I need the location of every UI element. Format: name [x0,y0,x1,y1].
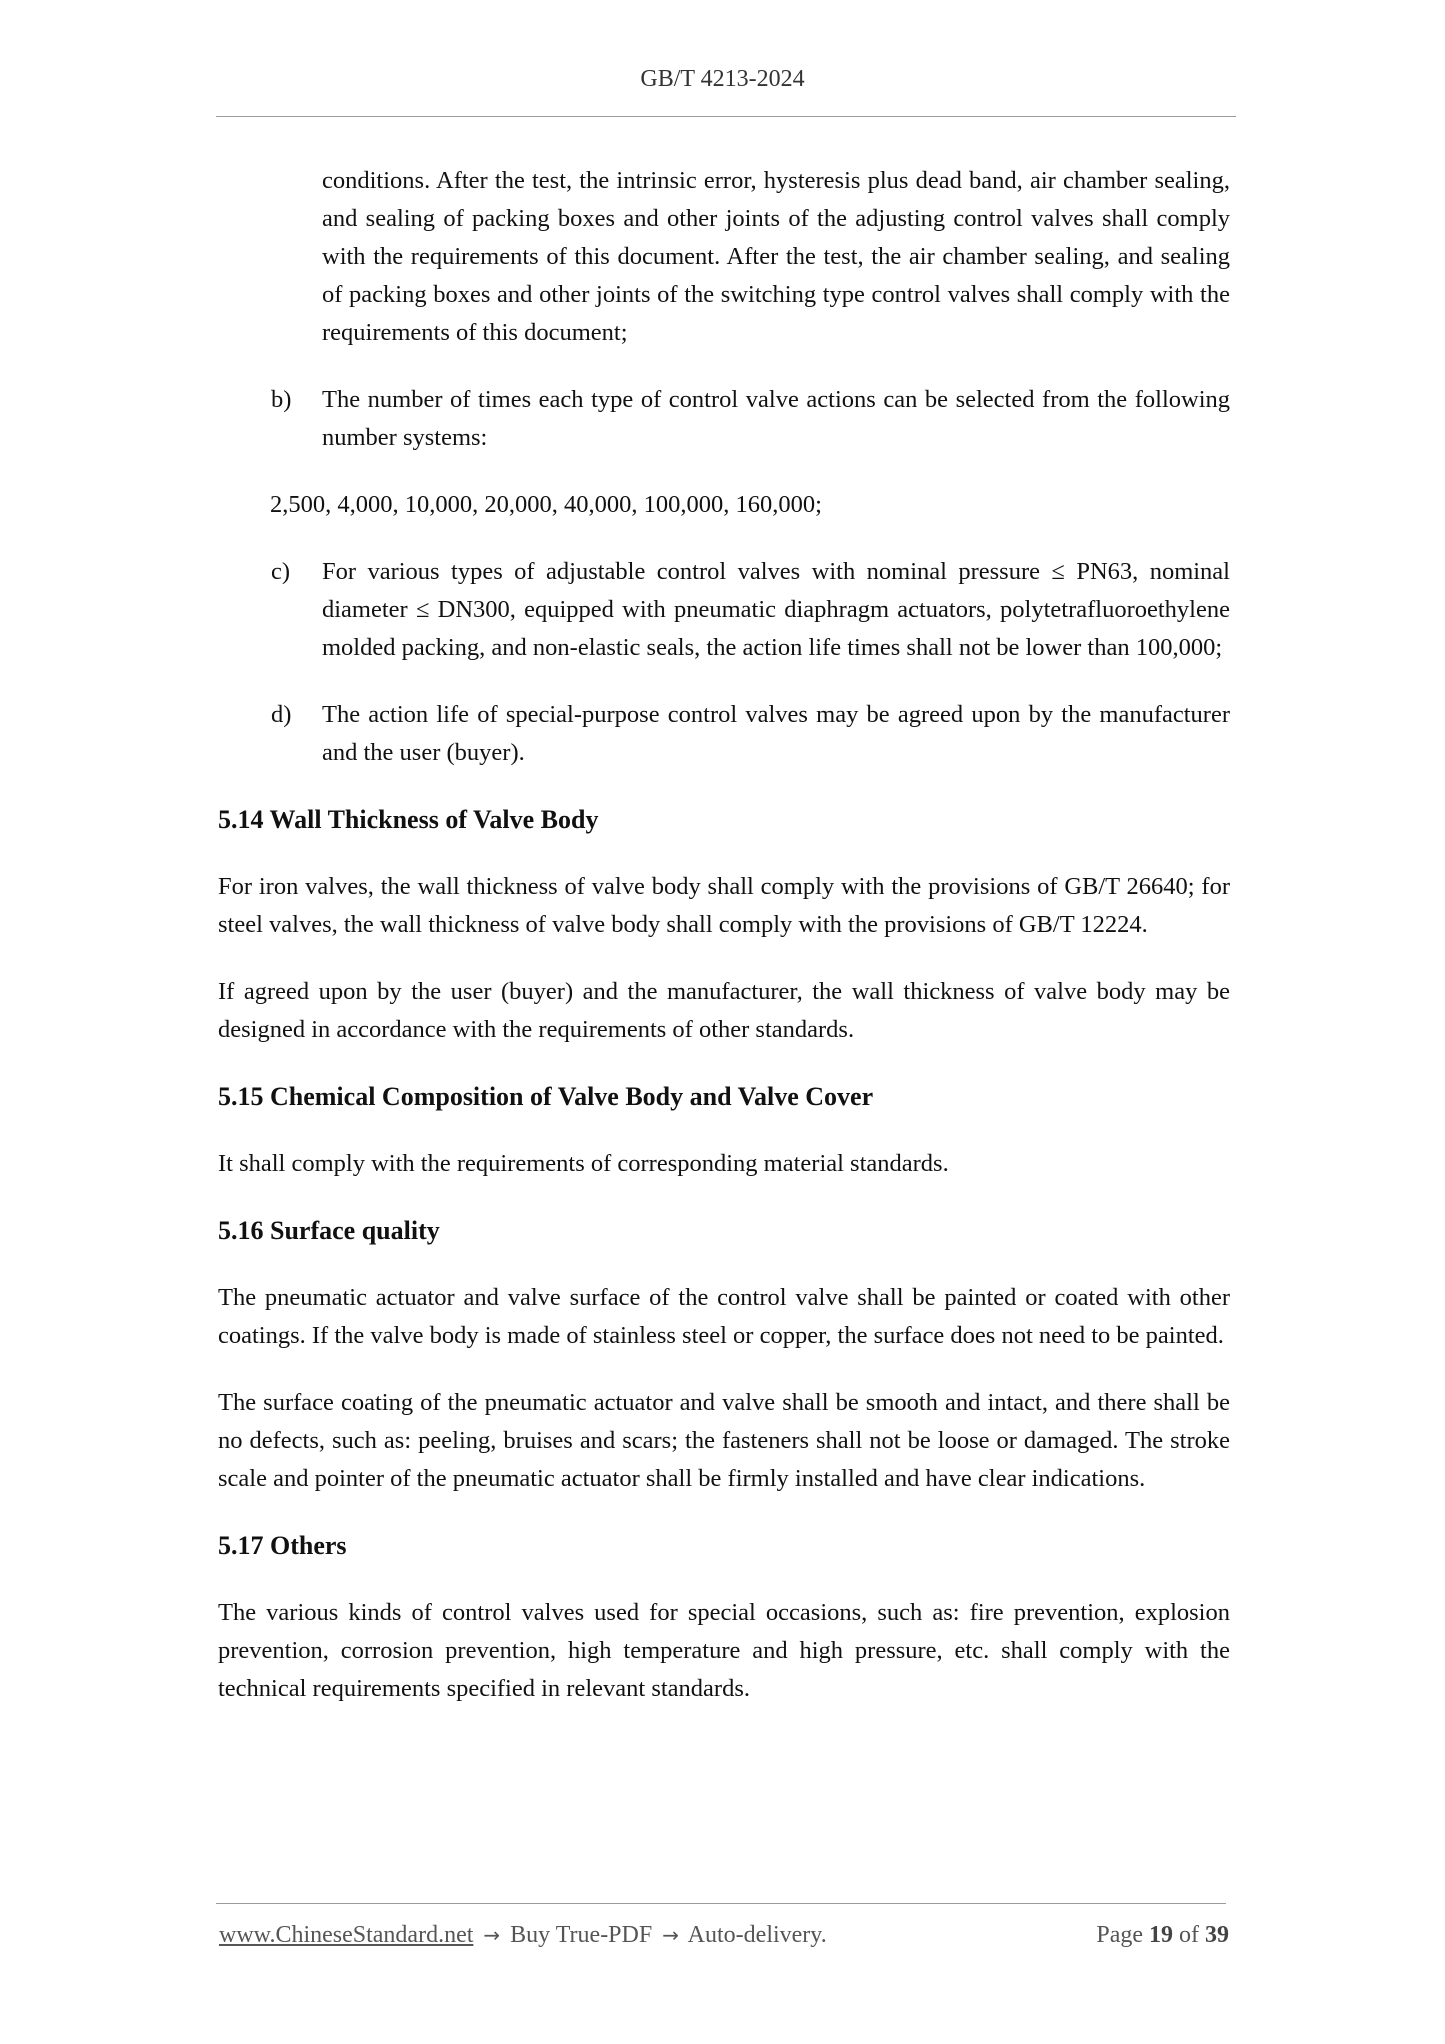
list-item-text: For various types of adjustable control valves with nominal pressure ≤ PN63, nominal diameter ≤ DN300, equipped with pneumatic diaphragm actuators, polytetrafluoroethylene molded packing, and non-elastic seals, the action life times shall not be lower than 100,000; [322,558,1230,661]
footer-divider [216,1903,1226,1904]
arrow-right-icon: → [662,1923,679,1947]
footer [219,1922,1229,1949]
buy-true-pdf-text: Buy True-PDF [510,1922,653,1948]
website-link[interactable]: www.ChineseStandard.net [219,1922,474,1948]
section-5-16-paragraph-2: The surface coating of the pneumatic actuator and valve shall be smooth and intact, and there shall be no defects, such as: peeling, bruises and scars; the fasteners shall not be loose or damaged. The stroke scale and pointer of the pneumatic actuator shall be firmly installed and have clear indications. [218,1389,1230,1492]
number-series: 2,500, 4,000, 10,000, 20,000, 40,000, 100,000, 160,000; [270,491,822,518]
page-current: 19 [1149,1922,1173,1948]
list-item-d [271,696,1230,772]
section-heading-5-15: 5.15 Chemical Composition of Valve Body and Valve Cover [218,1082,874,1111]
item-a-continuation: conditions. After the test, the intrinsic error, hysteresis plus dead band, air chamber sealing, and sealing of packing boxes and other joints of the adjusting control valves shall comply with the requirements of this document. After the test, the air chamber sealing, and sealing of packing boxes and other joints of the switching type control valves shall comply with the requirements of this document; [322,167,1230,346]
list-item-label: b) [271,386,292,413]
section-heading-5-14: 5.14 Wall Thickness of Valve Body [218,805,599,834]
page-number [1096,1922,1229,1949]
page-word: Page [1096,1922,1143,1948]
section-heading-5-16: 5.16 Surface quality [218,1216,440,1245]
section-5-14-paragraph-2: If agreed upon by the user (buyer) and the manufacturer, the wall thickness of valve body may be designed in accordance with the requirements of other standards. [218,978,1230,1043]
header-title: GB/T 4213-2024 [640,66,805,92]
list-item-label: c) [271,558,291,585]
of-word: of [1179,1922,1199,1948]
auto-delivery-text: Auto-delivery. [687,1922,827,1948]
section-5-17-paragraph-1: The various kinds of control valves used for special occasions, such as: fire prevention, explosion prevention, corrosion prevention, high temperature and high pressure, etc. shall comply with the technical requirements specified in relevant standards. [218,1599,1230,1702]
list-item-text: The number of times each type of control valve actions can be selected from the following number systems: [322,386,1230,451]
arrow-right-icon: → [483,1923,501,1947]
section-5-14-paragraph-1: For iron valves, the wall thickness of valve body shall comply with the provisions of GB/T 26640; for steel valves, the wall thickness of valve body shall comply with the provisions of GB/T 12224. [218,873,1230,938]
page-content [218,162,1230,1708]
header-divider [216,116,1236,117]
list-item-text: The action life of special-purpose control valves may be agreed upon by the manufacturer and the user (buyer). [322,701,1230,766]
section-5-15-paragraph-1: It shall comply with the requirements of corresponding material standards. [218,1150,949,1177]
list-item-label: d) [271,701,292,728]
section-5-16-paragraph-1: The pneumatic actuator and valve surface of the control valve shall be painted or coated with other coatings. If the valve body is made of stainless steel or copper, the surface does not need to be painted. [218,1284,1230,1349]
list-item-c [271,553,1230,667]
page-total: 39 [1205,1922,1229,1948]
section-heading-5-17: 5.17 Others [218,1531,347,1560]
list-item-b [271,381,1230,457]
